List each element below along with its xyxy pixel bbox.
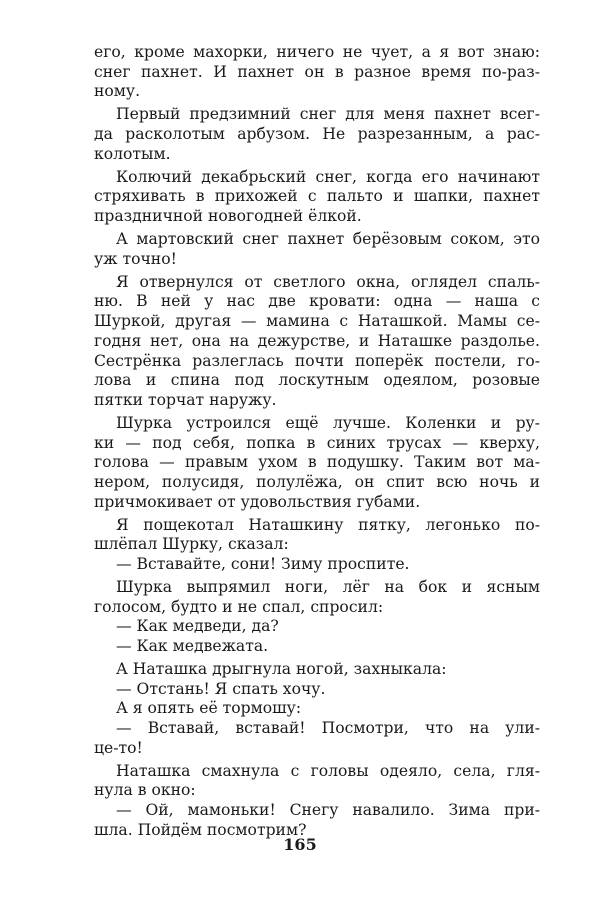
text-line: Наташка смахнула с головы одеяло, села, гля- — [116, 761, 540, 780]
page-number: 165 — [283, 835, 317, 854]
text-line: годня нет, она на дежурстве, и Наташке раздолье. — [94, 331, 540, 350]
text-line: Шурка устроился ещё лучше. Коленки и ру- — [116, 413, 540, 432]
text-line: А мартовский снег пахнет берёзовым соком, это — [116, 230, 540, 249]
text-line: це-то! — [94, 738, 143, 757]
text-line: Я отвернулся от светлого окна, оглядел спаль- — [116, 272, 540, 291]
text-line: А я опять её тормошу: — [116, 699, 302, 718]
text-line: — Как медведи, да? — [116, 617, 279, 636]
text-line: лова и спина под лоскутным одеялом, розовые — [94, 371, 540, 390]
text-line: — Отстань! Я спать хочу. — [116, 679, 326, 698]
text-line: да расколотым арбузом. Не разрезанным, а рас- — [94, 125, 540, 144]
text-line: голова — правым ухом в подушку. Таким вот ма- — [94, 453, 540, 472]
text-line: праздничной новогодней ёлкой. — [94, 207, 362, 226]
text-line: причмокивает от удовольствия губами. — [94, 492, 421, 511]
text-line: Первый предзимний снег для меня пахнет всег- — [116, 105, 540, 124]
text-line: уж точно! — [94, 249, 177, 268]
text-line: — Ой, мамоньки! Снегу навалило. Зима при- — [116, 801, 540, 820]
text-line: голосом, будто и не спал, спросил: — [94, 597, 384, 616]
text-line: А Наташка дрыгнула ногой, захныкала: — [116, 660, 447, 678]
text-line: Колючий декабрьский снег, когда его начинают — [116, 167, 540, 186]
text-line: ню. В ней у нас две кровати: одна — наша с — [94, 292, 540, 311]
text-line: колотым. — [94, 144, 171, 163]
text-line: — Как медвежата. — [116, 637, 269, 656]
text-line: — Вставай, вставай! Посмотри, что на ули- — [116, 719, 540, 738]
body-text — [94, 43, 540, 840]
text-line: нером, полусидя, полулёжа, он спит всю ночь и — [94, 472, 540, 491]
text-line: ки — под себя, попка в синих трусах — кверху, — [94, 433, 540, 452]
text-line: ному. — [94, 82, 141, 101]
text-line: шлёпал Шурку, сказал: — [94, 535, 289, 554]
text-line: Шуркой, другая — мамина с Наташкой. Мамы се- — [94, 312, 540, 331]
text-line: шла. Пойдём посмотрим? — [94, 820, 307, 839]
text-line: стряхивать в прихожей с пальто и шапки, пахнет — [94, 187, 540, 206]
text-line: его, кроме махорки, ничего не чует, а я вот знаю: — [94, 43, 540, 61]
text-line: Сестрёнка разлеглась почти поперёк постели, го- — [94, 351, 540, 370]
text-line: нула в окно: — [94, 781, 196, 800]
text-line: Я пощекотал Наташкину пятку, легонько по- — [116, 515, 540, 534]
text-line: — Вставайте, сони! Зиму проспите. — [116, 554, 410, 573]
text-line: Шурка выпрямил ноги, лёг на бок и ясным — [116, 577, 540, 596]
text-line: снег пахнет. И пахнет он в разное время по-раз- — [94, 62, 540, 81]
text-line: пятки торчат наружу. — [94, 390, 277, 409]
